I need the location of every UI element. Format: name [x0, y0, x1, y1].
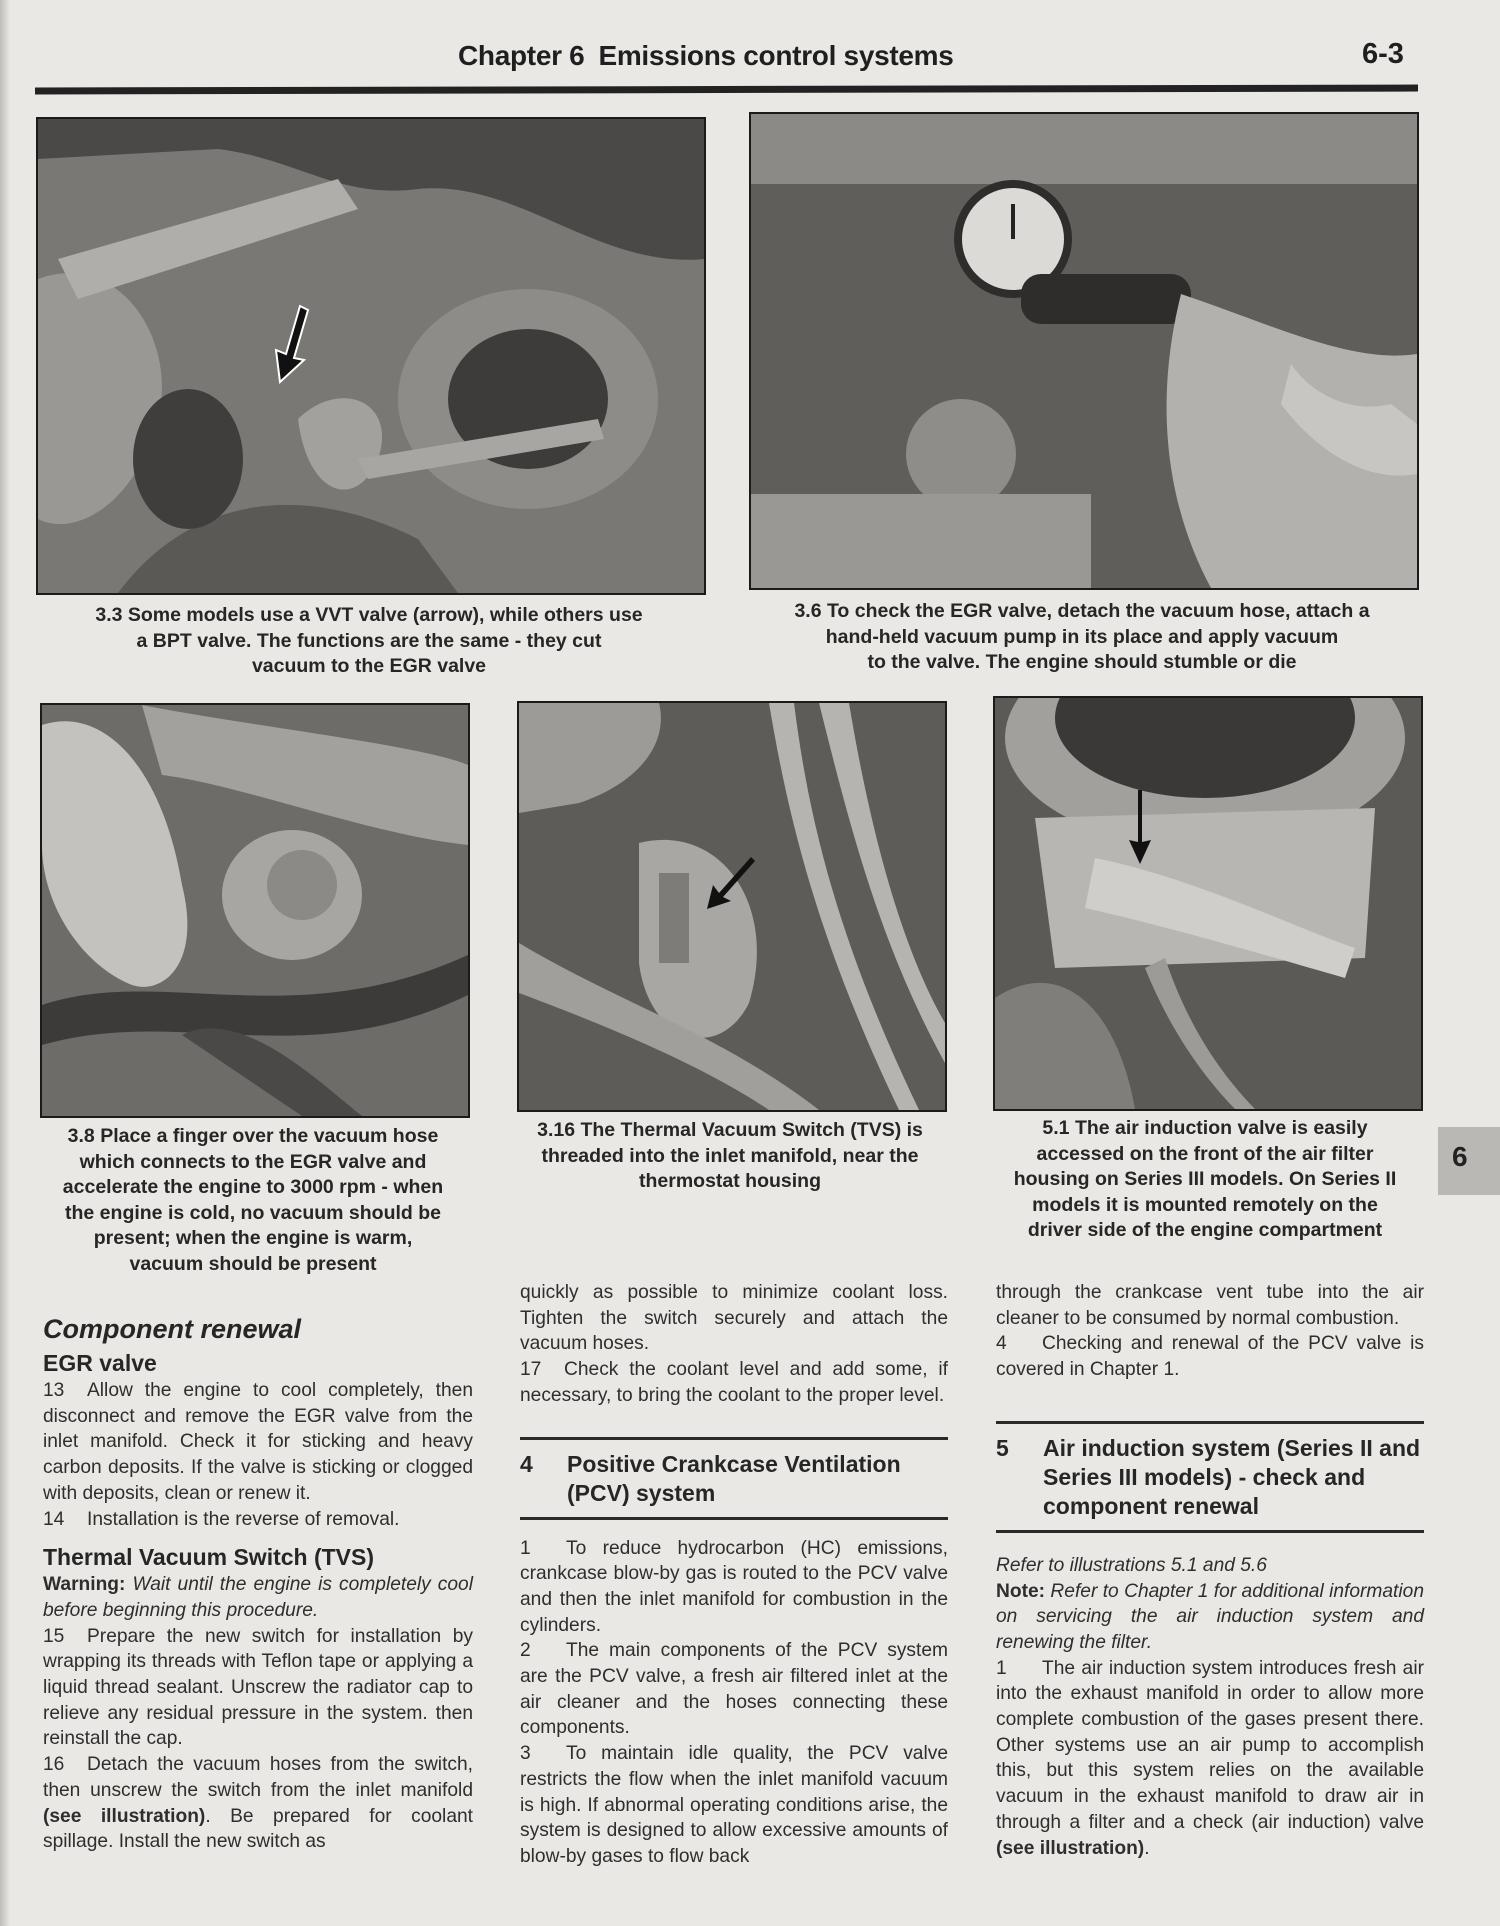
illustration-reference: (see illustration): [996, 1837, 1145, 1859]
paragraph-2: 2 The main components of the PCV system are the PCV valve, a fresh air filtered inlet at the air cleaner and the hoses connecting these components.: [520, 1640, 948, 1739]
paragraph-17: 17 Check the coolant level and add some, if necessary, to bring the coolant to the proper level.: [520, 1359, 948, 1406]
chapter-thumb-tab: [1438, 1127, 1500, 1195]
paragraph-15: 15 Prepare the new switch for installation by wrapping its threads with Teflon tape or applying a liquid thread sealant. Unscrew the radiator cap to relieve any residual pressure in the system. then reinstall the cap.: [43, 1625, 473, 1750]
paragraph-1: 1 To reduce hydrocarbon (HC) emissions, crankcase blow-by gas is routed to the PCV valve and then the inlet manifold for combustion in the cylinders.: [520, 1537, 948, 1636]
caption-line: thermostat housing: [638, 1170, 821, 1192]
arrow-icon: [705, 853, 755, 913]
text-column-3: [996, 1280, 1424, 1861]
caption-line: driver side of the engine compartment: [1027, 1219, 1383, 1241]
note: Note: Refer to Chapter 1 for additional information on servicing the air induction system and renewing the filter.: [996, 1580, 1424, 1653]
caption-line: a BPT valve. The functions are the same - they cut: [136, 629, 602, 652]
section-5-heading: 5 Air induction system (Series II and Series III models) - check and component renewal: [996, 1434, 1421, 1519]
figure-3-16-photo: [517, 701, 947, 1112]
chapter-label: Chapter 6: [458, 40, 585, 71]
arrow-icon: [266, 304, 316, 384]
figure-3-6-caption: [749, 599, 1415, 676]
caption-line: threaded into the inlet manifold, near the: [541, 1144, 919, 1167]
caption-line: housing on Series III models. On Series II: [1013, 1168, 1397, 1190]
page-edge-shadow: [0, 0, 10, 1926]
chapter-tab-label: 6: [1452, 1141, 1468, 1172]
caption-line: vacuum should be present: [129, 1252, 377, 1275]
illustration-reference: (see illustration): [43, 1805, 206, 1827]
paragraph-16: 16 Detach the vacuum hoses from the switch, then unscrew the switch from the inlet manifold (see illustration). Be prepared for coolant spillage. Install the new switch as: [43, 1754, 473, 1853]
paragraph-3: 3 To maintain idle quality, the PCV valve restricts the flow when the inlet manifold vacuum is high. If abnormal operating conditions arise, the system is designed to allow excessive amounts of blow-by gases to flow back: [520, 1743, 948, 1867]
caption-line: 3.6 To check the EGR valve, detach the vacuum hose, attach a: [794, 600, 1370, 622]
paragraph-4: 4 Checking and renewal of the PCV valve is covered in Chapter 1.: [996, 1333, 1424, 1381]
subheading-tvs: Thermal Vacuum Switch (TVS): [43, 1544, 375, 1571]
section-rule-top: [996, 1421, 1424, 1424]
figure-5-1-caption: [985, 1116, 1425, 1244]
arrow-icon: [1125, 790, 1155, 865]
caption-line: the engine is cold, no vacuum should be: [65, 1201, 441, 1224]
figure-3-3-caption: [36, 603, 702, 680]
caption-line: vacuum to the EGR valve: [251, 655, 487, 677]
page-number: 6-3: [1362, 38, 1404, 70]
chapter-title: Emissions control systems: [598, 40, 954, 71]
warning-note: Warning: Wait until the engine is completely cool before beginning this procedure.: [43, 1574, 473, 1621]
caption-line: accelerate the engine to 3000 rpm - when: [62, 1176, 444, 1198]
section-rule-bottom: [996, 1530, 1424, 1533]
paragraph-14: 14 Installation is the reverse of removal.: [43, 1508, 400, 1530]
caption-line: 3.16 The Thermal Vacuum Switch (TVS) is: [537, 1119, 923, 1141]
subheading-egr-valve: EGR valve: [43, 1350, 157, 1376]
caption-line: 3.3 Some models use a VVT valve (arrow), while others use: [95, 604, 643, 626]
text-column-2: [520, 1280, 948, 1870]
caption-line: which connects to the EGR valve and: [79, 1150, 427, 1173]
section-rule-bottom: [520, 1517, 948, 1520]
paragraph-1: 1 The air induction system introduces fresh air into the exhaust manifold in order to allow more complete combustion of the gases present there. Other systems use an air pump to accomplish this, but this system relies on the available vacuum in the exhaust manifold to draw air in through a filter and a check (air induction) valve (see illustration).: [996, 1657, 1424, 1859]
section-4-heading: 4 Positive Crankcase Ventilation (PCV) system: [520, 1450, 901, 1506]
paragraph-16-continued: quickly as possible to minimize coolant loss. Tighten the switch securely and attach the vacuum hoses.: [520, 1282, 948, 1355]
section-heading: Component renewal: [43, 1314, 302, 1344]
running-header: [458, 40, 954, 72]
figure-5-1-photo: [993, 696, 1423, 1111]
caption-line: 3.8 Place a finger over the vacuum hose: [67, 1125, 439, 1147]
figure-3-8-photo: [40, 703, 470, 1118]
caption-line: to the valve. The engine should stumble or die: [867, 651, 1297, 673]
illustration-references: Refer to illustrations 5.1 and 5.6: [996, 1554, 1267, 1576]
caption-line: 5.1 The air induction valve is easily: [1042, 1117, 1368, 1139]
figure-3-16-caption: [517, 1118, 943, 1195]
section-rule-top: [520, 1437, 948, 1440]
text-column-1: [43, 1312, 473, 1855]
caption-line: present; when the engine is warm,: [93, 1227, 413, 1249]
caption-line: models it is mounted remotely on the: [1032, 1193, 1378, 1216]
caption-line: hand-held vacuum pump in its place and apply vacuum: [825, 625, 1339, 648]
figure-3-3-photo: [36, 117, 706, 595]
caption-line: accessed on the front of the air filter: [1036, 1142, 1374, 1165]
paragraph-13: 13 Allow the engine to cool completely, then disconnect and remove the EGR valve from the inlet manifold. Check it for sticking and heavy carbon deposits. If the valve is sticking or clogged with deposits, clean or renew it.: [43, 1380, 473, 1504]
figure-3-8-caption: [40, 1124, 466, 1277]
header-rule: [35, 85, 1418, 95]
figure-3-6-photo: [749, 112, 1419, 590]
paragraph-3-continued: through the crankcase vent tube into the air cleaner to be consumed by normal combustion.: [996, 1282, 1424, 1329]
